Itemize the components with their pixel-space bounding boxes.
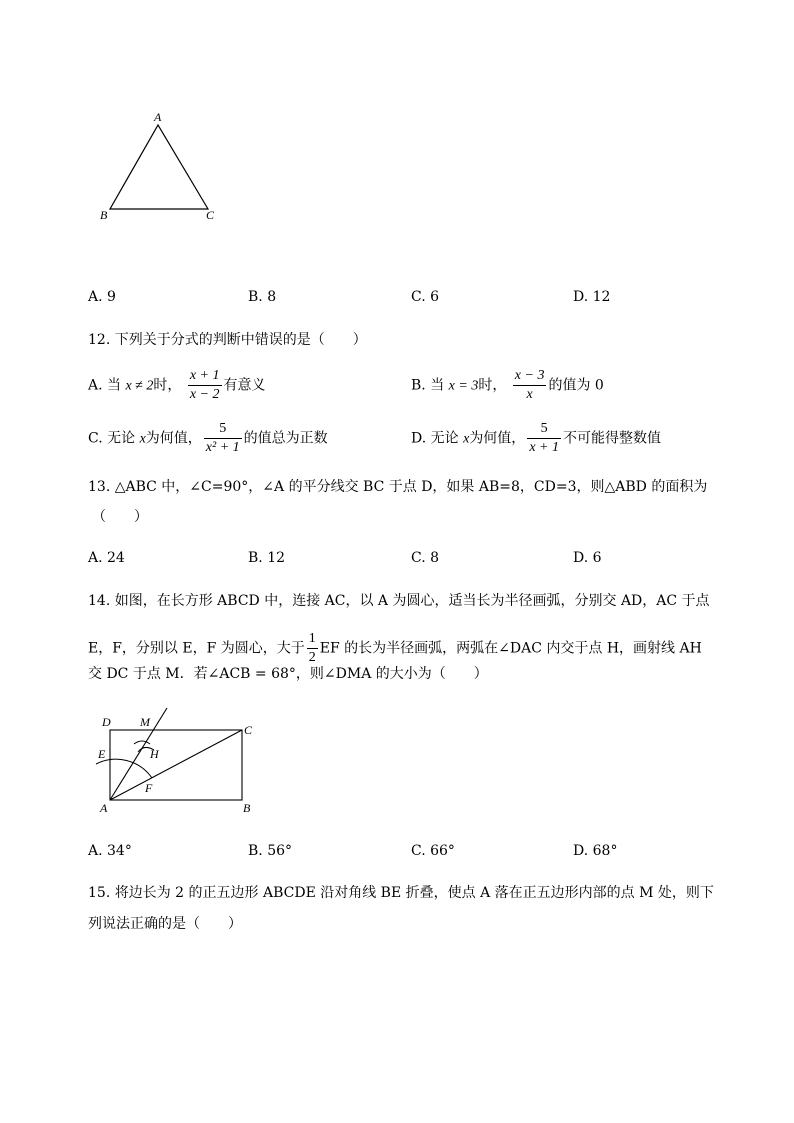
q12-option-a: [88, 367, 266, 404]
q12-a-prefix: A. 当: [88, 377, 122, 394]
label-c: C: [206, 208, 215, 222]
q14-option-b: B. 56°: [248, 843, 293, 859]
q12-a-den: x − 2: [189, 387, 220, 402]
label-a: A: [100, 801, 108, 815]
q12-c-mid: 为何值，: [145, 430, 202, 447]
label-c: C: [244, 723, 253, 737]
q12-b-prefix: B. 当: [411, 377, 445, 394]
q12-b-suffix: 的值为 0: [548, 377, 604, 394]
label-d: D: [102, 715, 111, 729]
q12-d-den: x + 1: [529, 440, 559, 455]
q15-line1: 15. 将边长为 2 的正五边形 ABCDE 沿对角线 BE 折叠，使点 A 落在正五边形内部的点 M 处，则下: [88, 885, 714, 901]
label-b: B: [243, 801, 251, 815]
diagonal-ac: [110, 730, 242, 800]
q12-option-b: [411, 367, 604, 404]
arc-h1: [134, 741, 150, 744]
label-m: M: [140, 715, 150, 729]
q13-option-c: C. 8: [411, 550, 440, 566]
q13-option-a: A. 24: [88, 550, 125, 566]
label-e: E: [98, 747, 106, 761]
q11-option-d: D. 12: [573, 289, 611, 305]
rectangle-figure: [80, 700, 270, 820]
arc-ef: [96, 759, 152, 778]
q13-stem: 13. △ABC 中，∠C=90°，∠A 的平分线交 BC 于点 D，如果 AB=8，CD=3，则△ABD 的面积为: [88, 479, 708, 495]
q11-option-b: B. 8: [248, 289, 277, 305]
q14-line2-pre: E，F，分别以 E，F 为圆心，大于: [88, 640, 305, 657]
q15-line2: 列说法正确的是（ ）: [88, 916, 242, 932]
q12-c-num: 5: [204, 420, 242, 439]
label-h: H: [150, 747, 159, 761]
label-b: B: [100, 208, 108, 222]
q12-d-mid: 为何值，: [469, 430, 526, 447]
q12-d-suffix: 不可能得整数值: [562, 430, 661, 447]
q14-line1: 14. 如图，在长方形 ABCD 中，连接 AC，以 A 为圆心，适当长为半径画弧，分别交 AD，AC 于点: [88, 593, 710, 609]
q12-c-den: x² + 1: [205, 440, 240, 455]
q14-half-fraction: [307, 630, 318, 667]
q12-c-prefix: C. 无论: [88, 430, 136, 447]
q12-d-prefix: D. 无论: [411, 430, 459, 447]
q12-a-suffix: 有意义: [223, 377, 266, 394]
q14-half-den: 2: [308, 650, 316, 665]
q12-b-num: x − 3: [513, 367, 547, 386]
triangle-abc: [110, 125, 208, 209]
q14-option-c: C. 66°: [411, 843, 455, 859]
q12-b-mid: 时，: [478, 377, 507, 394]
q12-d-fraction: [527, 420, 561, 457]
q14-line2: [88, 630, 702, 667]
q11-option-c: C. 6: [411, 289, 440, 305]
q12-b-den: x: [526, 387, 533, 402]
q11-option-a: A. 9: [88, 289, 116, 305]
q12-d-var: x: [463, 431, 470, 447]
q12-c-fraction: [204, 420, 242, 457]
q13-option-b: B. 12: [248, 550, 286, 566]
q13-stem-cont: （ ）: [92, 509, 148, 525]
q14-line3: 交 DC 于点 M．若∠ACB = 68°，则∠DMA 的大小为（ ）: [88, 666, 488, 682]
q14-half-num: 1: [307, 630, 318, 649]
q14-line2-post: EF 的长为半径画弧，两弧在∠DAC 内交于点 H，画射线 AH: [319, 640, 702, 657]
q12-a-mid: 时，: [153, 377, 182, 394]
triangle-figure: [90, 105, 230, 230]
q12-option-c: [88, 420, 328, 457]
q14-option-d: D. 68°: [573, 843, 618, 859]
q12-c-var: x: [139, 431, 146, 447]
label-a: A: [154, 110, 162, 124]
q12-option-d: [411, 420, 661, 457]
q12-d-num: 5: [527, 420, 561, 439]
q12-c-suffix: 的值总为正数: [243, 430, 328, 447]
q12-stem: 12. 下列关于分式的判断中错误的是（ ）: [88, 332, 367, 348]
q14-option-a: A. 34°: [88, 843, 132, 859]
q12-a-fraction: [188, 367, 222, 404]
q12-a-cond: x ≠ 2: [125, 378, 154, 394]
q12-a-num: x + 1: [188, 367, 222, 386]
q12-b-fraction: [513, 367, 547, 404]
q12-b-cond: x = 3: [448, 378, 479, 394]
label-f: F: [145, 781, 153, 795]
q13-option-d: D. 6: [573, 550, 602, 566]
